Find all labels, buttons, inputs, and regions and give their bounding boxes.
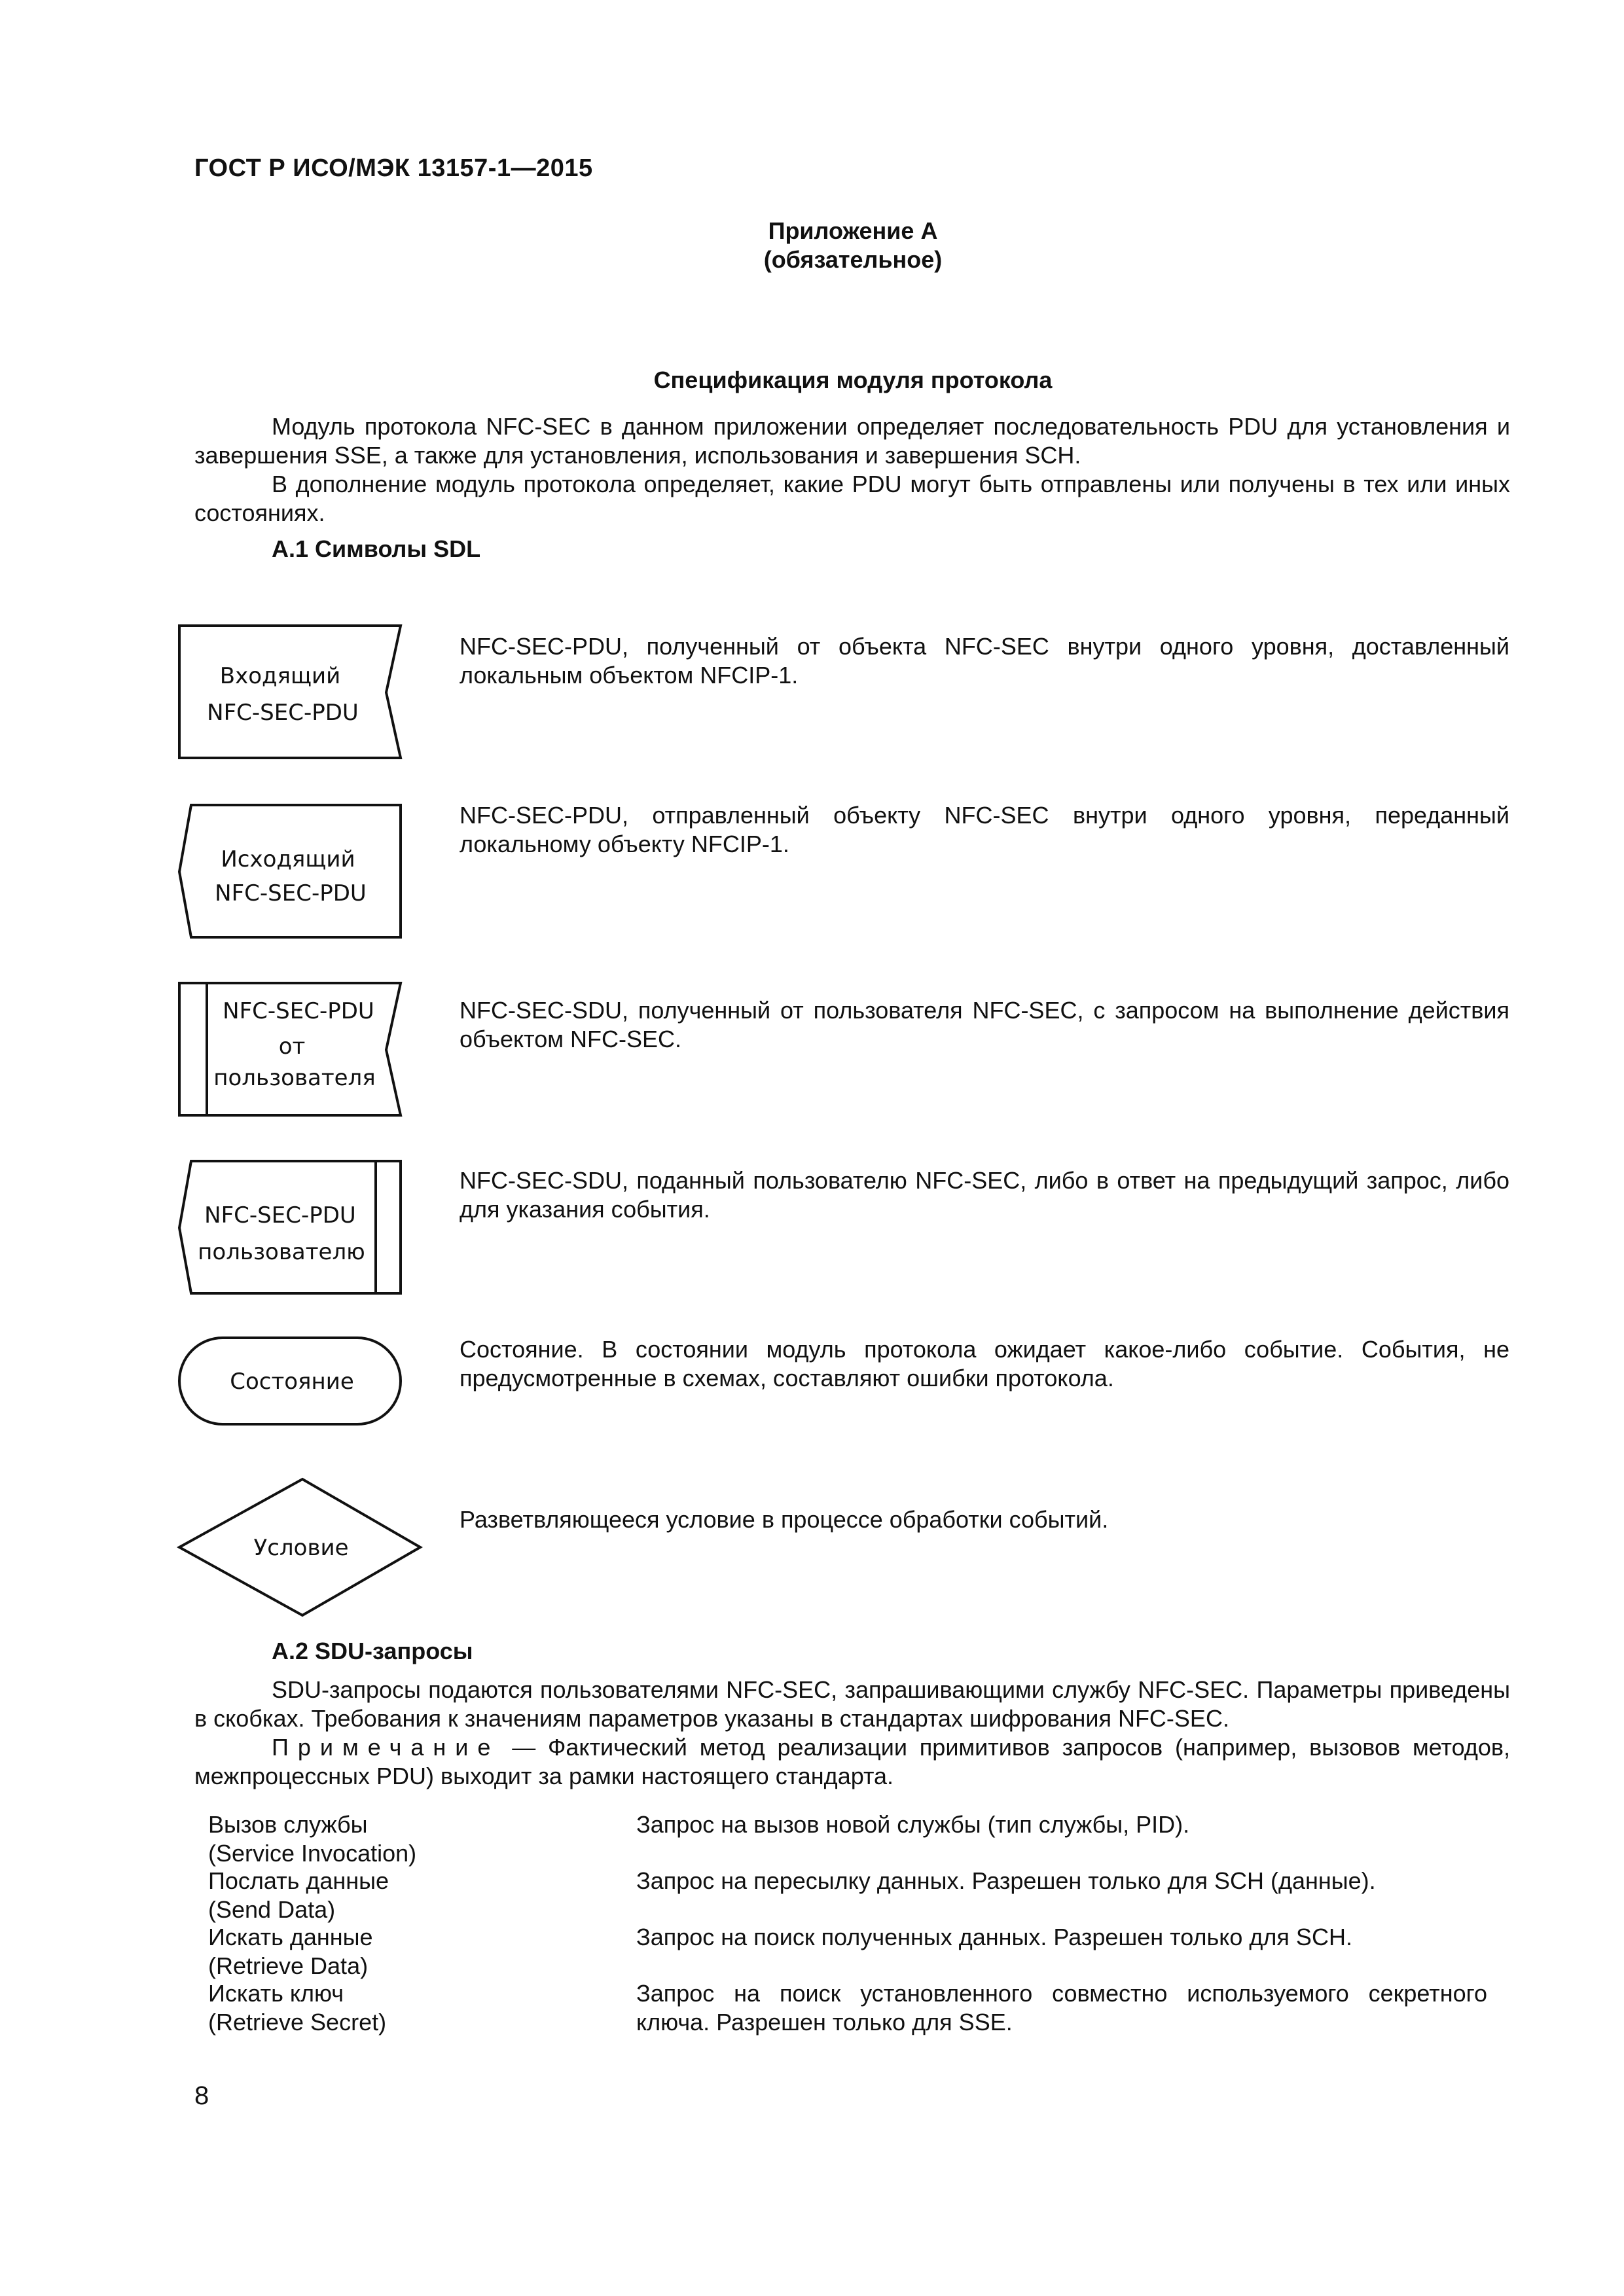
outgoing-pdu-symbol	[177, 802, 412, 940]
request-description: Запрос на вызов новой службы (тип службы, PID).	[636, 1811, 1190, 1838]
section-a2-heading: А.2 SDU-запросы	[272, 1638, 473, 1664]
intro-paragraph-2: В дополнение модуль протокола определяет, какие PDU могут быть отправлены или получены в тех или иных состояниях.	[194, 471, 1510, 526]
request-name: Послать данные (Send Data)	[208, 1867, 389, 1923]
symbol-label: NFC-SEC-PDU	[204, 1202, 356, 1229]
request-name: Искать данные (Retrieve Data)	[208, 1924, 373, 1979]
incoming-pdu-symbol	[177, 623, 412, 761]
symbol-description: NFC-SEC-PDU, полученный от объекта NFC-SEC внутри одного уровня, доставленный локальным объектом NFCIP-1.	[460, 633, 1509, 689]
symbol-label: NFC-SEC-PDU	[215, 880, 367, 906]
appendix-status: (обязательное)	[763, 246, 943, 273]
symbol-label: Входящий	[219, 663, 341, 689]
symbol-description: NFC-SEC-SDU, поданный пользователю NFC-SEC, либо в ответ на предыдущий запрос, либо для указания события.	[460, 1167, 1509, 1223]
sdu-from-user-symbol	[177, 980, 412, 1118]
request-name: Вызов службы (Service Invocation)	[208, 1811, 417, 1867]
symbol-label: Исходящий	[221, 846, 355, 872]
appendix-title: Приложение А	[768, 217, 938, 244]
condition-symbol	[177, 1477, 425, 1621]
symbol-label: NFC-SEC-PDU	[223, 998, 374, 1024]
standard-id: ГОСТ Р ИСО/МЭК 13157-1—2015	[194, 154, 593, 182]
a2-note: Примечание — Фактический метод реализации примитивов запросов (например, вызовов методов, межпроцессных PDU) выходит за рамки настоящего стандарта.	[194, 1734, 1510, 1789]
intro-paragraph-1: Модуль протокола NFC-SEC в данном приложении определяет последовательность PDU для установления и завершения SSE, а также для установления, использования и завершения SCH.	[194, 413, 1510, 469]
symbol-label: Состояние	[230, 1369, 354, 1395]
page-number: 8	[194, 2081, 209, 2110]
request-description: Запрос на пересылку данных. Разрешен только для SCH (данные).	[636, 1867, 1376, 1894]
symbol-description: Состояние. В состоянии модуль протокола ожидает какое-либо событие. События, не предусмотренные в схемах, составляют ошибки протокола.	[460, 1336, 1509, 1391]
symbol-label: от	[278, 1033, 306, 1060]
request-description: Запрос на поиск полученных данных. Разрешен только для SCH.	[636, 1924, 1352, 1950]
request-description: Запрос на поиск установленного совместно используемого секретного ключа. Разрешен только для SSE.	[636, 1980, 1487, 2036]
symbol-label: пользователя	[213, 1065, 376, 1091]
symbol-description: NFC-SEC-PDU, отправленный объекту NFC-SEC внутри одного уровня, переданный локальному объекту NFCIP-1.	[460, 802, 1509, 857]
symbol-label: NFC-SEC-PDU	[207, 700, 359, 726]
state-symbol	[177, 1335, 412, 1427]
symbol-description: Разветвляющееся условие в процессе обработки событий.	[460, 1506, 1109, 1533]
symbol-label: пользователю	[198, 1239, 365, 1265]
a2-paragraph: SDU-запросы подаются пользователями NFC-SEC, запрашивающими службу NFC-SEC. Параметры приведены в скобках. Требования к значениям параметров указаны в стандартах шифрования NFC-SEC.	[194, 1676, 1510, 1732]
section-a1-heading: А.1 Символы SDL	[272, 535, 481, 562]
section-title: Спецификация модуля протокола	[653, 367, 1053, 393]
symbol-label: Условие	[253, 1535, 349, 1561]
symbol-description: NFC-SEC-SDU, полученный от пользователя NFC-SEC, с запросом на выполнение действия объектом NFC-SEC.	[460, 997, 1509, 1052]
sdu-to-user-symbol	[177, 1158, 412, 1296]
request-name: Искать ключ (Retrieve Secret)	[208, 1980, 387, 2036]
